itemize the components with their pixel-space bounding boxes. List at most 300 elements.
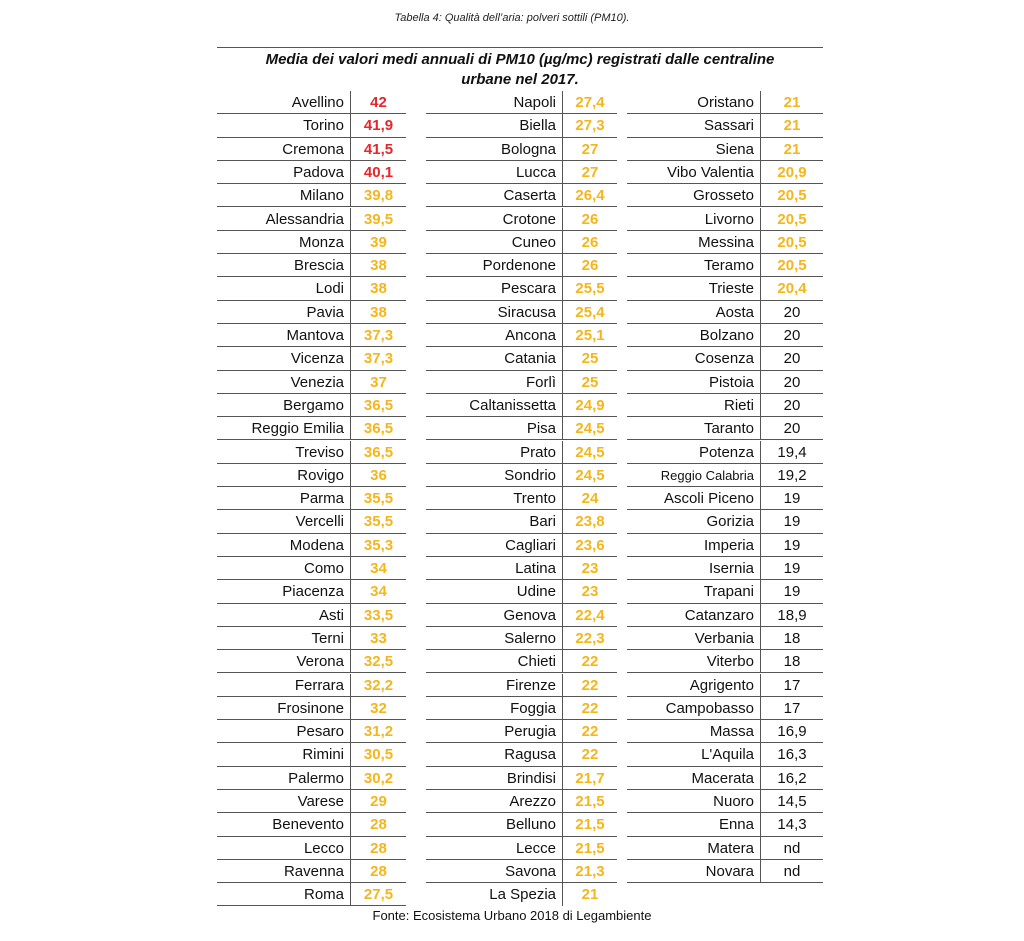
pm10-value: 20,9	[760, 161, 823, 183]
table-row	[627, 464, 823, 487]
pm10-value: 28	[350, 837, 406, 859]
city-name: Asti	[318, 606, 344, 624]
table-row	[426, 347, 617, 370]
table-row	[217, 138, 406, 161]
pm10-value: 21	[760, 114, 823, 136]
city-name: Trapani	[703, 583, 754, 601]
table-row	[217, 767, 406, 790]
city-name: Benevento	[272, 816, 344, 834]
table-row	[627, 813, 823, 836]
table-row	[627, 208, 823, 231]
city-name: Piacenza	[282, 583, 344, 601]
pm10-value: 20,5	[760, 231, 823, 253]
city-name: Caserta	[503, 187, 556, 205]
table-row	[217, 627, 406, 650]
table-row	[627, 860, 823, 883]
city-name: Isernia	[708, 560, 754, 577]
table-row	[627, 790, 823, 813]
pm10-value: 33,5	[350, 604, 406, 626]
city-name: Bari	[529, 513, 556, 531]
pm10-value: 40,1	[350, 161, 406, 183]
city-name: Messina	[698, 233, 754, 251]
city-name: Potenza	[698, 443, 754, 461]
city-name: Ascoli Piceno	[663, 490, 754, 508]
city-name: Roma	[303, 886, 344, 904]
pm10-value: 34	[350, 557, 406, 579]
table-row	[426, 324, 617, 347]
city-name: Ragusa	[504, 746, 556, 764]
table-row	[426, 464, 617, 487]
table-row	[217, 441, 406, 464]
table-row	[217, 860, 406, 883]
city-name: Napoli	[513, 94, 556, 111]
city-name: Foggia	[510, 699, 556, 717]
table-row	[426, 510, 617, 533]
pm10-value: 21,7	[562, 767, 617, 789]
city-name: Trento	[513, 490, 556, 508]
table-row	[426, 371, 617, 394]
pm10-value: 27	[562, 161, 617, 183]
pm10-value: 39,8	[350, 184, 406, 206]
city-name: Crotone	[502, 210, 556, 228]
table-row	[217, 487, 406, 510]
table-row	[217, 557, 406, 580]
table-row	[426, 441, 617, 464]
table-row	[426, 790, 617, 813]
pm10-value: 20	[760, 417, 823, 439]
pm10-value: 20	[760, 347, 823, 369]
city-name: L'Aquila	[701, 746, 754, 764]
pm10-value: 35,5	[350, 510, 406, 532]
source-note: Fonte: Ecosistema Urbano 2018 di Legambiente	[372, 908, 652, 923]
city-name: Varese	[297, 793, 344, 810]
pm10-value: 37	[350, 371, 406, 393]
pm10-value: 24	[562, 487, 617, 509]
pm10-value: 32,2	[350, 674, 406, 696]
city-name: Como	[303, 560, 344, 577]
city-name: Venezia	[290, 373, 344, 391]
pm10-value: 34	[350, 580, 406, 602]
pm10-value: 26	[562, 208, 617, 230]
pm10-value: 20	[760, 301, 823, 323]
city-name: Imperia	[703, 536, 754, 554]
city-name: Rimini	[302, 746, 344, 764]
table-row	[627, 604, 823, 627]
city-name: Vercelli	[295, 513, 344, 531]
pm10-value: 17	[760, 697, 823, 719]
pm10-value: 35,5	[350, 487, 406, 509]
table-row	[627, 720, 823, 743]
city-name: Torino	[303, 117, 344, 135]
pm10-value: 23	[562, 557, 617, 579]
pm10-value: 27,5	[350, 883, 406, 905]
city-name: Brescia	[293, 257, 344, 275]
table-row	[426, 627, 617, 650]
table-row	[426, 557, 617, 580]
pm10-value: 37,3	[350, 347, 406, 369]
pm10-value: 27,4	[562, 91, 617, 113]
city-name: Modena	[289, 536, 344, 554]
table-row	[426, 580, 617, 603]
table-row	[426, 860, 617, 883]
pm10-value: 26	[562, 254, 617, 276]
table-row	[217, 720, 406, 743]
table-row	[217, 650, 406, 673]
table-row	[217, 371, 406, 394]
city-name: Bologna	[500, 140, 556, 158]
pm10-value: 20	[760, 371, 823, 393]
table-row	[627, 743, 823, 766]
city-name: Agrigento	[689, 676, 754, 694]
city-name: Belluno	[505, 816, 556, 834]
city-name: Lucca	[515, 163, 556, 181]
city-name: Perugia	[504, 723, 556, 741]
city-name: Rovigo	[297, 466, 344, 484]
city-name: Ferrara	[294, 676, 344, 694]
table-row	[627, 534, 823, 557]
pm10-value: 18	[760, 650, 823, 672]
table-row	[627, 161, 823, 184]
table-row	[217, 743, 406, 766]
pm10-value: nd	[760, 837, 823, 859]
table-row	[627, 184, 823, 207]
pm10-value: 25	[562, 371, 617, 393]
table-header	[217, 47, 823, 91]
pm10-value: 18,9	[760, 604, 823, 626]
city-name: Firenze	[505, 676, 556, 694]
pm10-value: 36,5	[350, 417, 406, 439]
city-name: Viterbo	[706, 653, 754, 671]
pm10-value: 22	[562, 674, 617, 696]
table-row	[627, 394, 823, 417]
pm10-value: 24,9	[562, 394, 617, 416]
pm10-value: 20,5	[760, 208, 823, 230]
city-name: Livorno	[704, 210, 754, 228]
table-row	[426, 487, 617, 510]
city-name: Oristano	[697, 94, 754, 111]
pm10-value: 22	[562, 650, 617, 672]
table-row	[426, 417, 617, 440]
header-line-1: Media dei valori medi annuali di PM10 (µg/mc) registrati dalle centraline	[265, 51, 775, 68]
pm10-value: 21,3	[562, 860, 617, 882]
table-row	[426, 720, 617, 743]
pm10-value: 20,5	[760, 184, 823, 206]
pm10-value: 21	[562, 883, 617, 906]
city-name: Aosta	[715, 303, 754, 321]
table-row	[426, 743, 617, 766]
table-row	[627, 231, 823, 254]
table-row	[426, 161, 617, 184]
pm10-value: 14,5	[760, 790, 823, 812]
city-name: Bergamo	[283, 396, 344, 414]
header-line-2: urbane nel 2017.	[461, 71, 579, 88]
pm10-value: 41,9	[350, 114, 406, 136]
city-name: Avellino	[291, 94, 344, 111]
table-row	[217, 208, 406, 231]
city-name: Sassari	[703, 117, 754, 135]
city-name: Grosseto	[693, 187, 754, 205]
table-row	[217, 697, 406, 720]
city-name: Lecco	[303, 839, 344, 857]
pm10-value: 36,5	[350, 394, 406, 416]
table-row	[426, 231, 617, 254]
pm10-value: nd	[760, 860, 823, 882]
city-name: Parma	[299, 490, 344, 508]
table-row	[627, 487, 823, 510]
table-row	[426, 91, 617, 114]
table-row	[217, 277, 406, 300]
pm10-value: 19	[760, 510, 823, 532]
pm10-value: 21	[760, 138, 823, 160]
city-name: Chieti	[517, 653, 556, 671]
table-caption: Tabella 4: Qualità dell’aria: polveri sottili (PM10).	[394, 12, 630, 24]
table-row	[627, 441, 823, 464]
table-row	[426, 674, 617, 697]
table-row	[426, 208, 617, 231]
table-row	[627, 91, 823, 114]
city-name: Cagliari	[505, 536, 556, 554]
table-row	[217, 674, 406, 697]
city-name: Rieti	[723, 396, 754, 414]
table-row	[627, 697, 823, 720]
table-row	[426, 138, 617, 161]
city-name: Genova	[503, 606, 556, 624]
table-row	[627, 627, 823, 650]
table-row	[426, 837, 617, 860]
city-name: Forlì	[526, 373, 556, 391]
city-name: Macerata	[691, 769, 754, 787]
pm10-value: 36	[350, 464, 406, 486]
pm10-value: 22,3	[562, 627, 617, 649]
pm10-value: 24,5	[562, 417, 617, 439]
table-row	[426, 883, 617, 906]
pm10-value: 18	[760, 627, 823, 649]
table-row	[217, 534, 406, 557]
table-row	[217, 604, 406, 627]
city-name: La Spezia	[489, 886, 556, 904]
table-row	[627, 254, 823, 277]
pm10-value: 20,4	[760, 277, 823, 299]
pm10-value: 16,3	[760, 743, 823, 765]
pm10-value: 39,5	[350, 208, 406, 230]
city-name: Arezzo	[509, 793, 556, 810]
table-row	[426, 184, 617, 207]
pm10-value: 32,5	[350, 650, 406, 672]
table-row	[627, 767, 823, 790]
city-name: Ancona	[505, 327, 556, 344]
city-name: Massa	[709, 723, 754, 741]
pm10-value: 24,5	[562, 441, 617, 463]
table-row	[426, 767, 617, 790]
pm10-value: 22	[562, 697, 617, 719]
city-name: Reggio Emilia	[251, 420, 344, 438]
city-name: Biella	[519, 117, 556, 135]
table-row	[627, 674, 823, 697]
pm10-value: 19	[760, 557, 823, 579]
table-row	[627, 301, 823, 324]
city-name: Lecce	[515, 839, 556, 857]
pm10-value: 22	[562, 720, 617, 742]
pm10-value: 38	[350, 277, 406, 299]
city-name: Sondrio	[504, 466, 556, 484]
city-name: Siena	[715, 140, 754, 158]
pm10-value: 30,5	[350, 743, 406, 765]
table-row	[217, 91, 406, 114]
pm10-value: 17	[760, 674, 823, 696]
city-name: Enna	[718, 816, 754, 834]
table-row	[217, 837, 406, 860]
table-row	[426, 697, 617, 720]
city-name: Novara	[705, 862, 754, 880]
table-row	[426, 114, 617, 137]
pm10-value: 20,5	[760, 254, 823, 276]
table-row	[426, 604, 617, 627]
table-row	[217, 324, 406, 347]
pm10-value: 23,8	[562, 510, 617, 532]
table-row	[217, 883, 406, 906]
pm10-value: 26	[562, 231, 617, 253]
table-grid	[217, 91, 823, 907]
pm10-value: 20	[760, 324, 823, 346]
city-name: Pesaro	[296, 723, 344, 741]
table-row	[217, 347, 406, 370]
city-name: Alessandria	[265, 210, 344, 228]
table-row	[217, 231, 406, 254]
city-name: Verona	[296, 653, 344, 671]
pm10-value: 26,4	[562, 184, 617, 206]
pm10-value: 28	[350, 860, 406, 882]
city-name: Caltanissetta	[469, 396, 556, 414]
pm10-value: 25,5	[562, 277, 617, 299]
pm10-value: 38	[350, 254, 406, 276]
pm10-value: 33	[350, 627, 406, 649]
city-name: Campobasso	[665, 699, 754, 717]
city-name: Ravenna	[283, 862, 344, 880]
pm10-value: 19	[760, 534, 823, 556]
table-row	[217, 184, 406, 207]
city-name: Palermo	[288, 769, 344, 787]
pm10-value: 22,4	[562, 604, 617, 626]
pm10-value: 38	[350, 301, 406, 323]
table-row	[217, 790, 406, 813]
pm10-table	[217, 47, 823, 907]
table-row	[627, 114, 823, 137]
city-name: Catania	[504, 350, 556, 368]
city-name: Prato	[520, 443, 556, 461]
city-name: Matera	[707, 839, 754, 857]
pm10-value: 23,6	[562, 534, 617, 556]
pm10-value: 22	[562, 743, 617, 765]
table-row	[627, 347, 823, 370]
city-name: Catanzaro	[684, 606, 754, 624]
pm10-value: 16,9	[760, 720, 823, 742]
pm10-value: 24,5	[562, 464, 617, 486]
pm10-value: 36,5	[350, 441, 406, 463]
table-row	[426, 650, 617, 673]
city-name: Trieste	[708, 280, 754, 298]
pm10-value: 30,2	[350, 767, 406, 789]
city-name: Terni	[311, 629, 344, 647]
pm10-value: 31,2	[350, 720, 406, 742]
pm10-value: 25,1	[562, 324, 617, 346]
city-name: Brindisi	[506, 769, 556, 787]
city-name: Pisa	[526, 420, 556, 438]
pm10-value: 37,3	[350, 324, 406, 346]
city-name: Pistoia	[708, 373, 754, 391]
table-row	[627, 580, 823, 603]
pm10-value: 21,5	[562, 813, 617, 835]
table-row	[426, 394, 617, 417]
table-row	[627, 371, 823, 394]
city-name: Gorizia	[706, 513, 754, 531]
city-name: Milano	[299, 187, 344, 205]
table-row	[217, 417, 406, 440]
city-name: Lodi	[315, 280, 344, 298]
pm10-value: 16,2	[760, 767, 823, 789]
pm10-value: 21	[760, 91, 823, 113]
city-name: Nuoro	[713, 793, 754, 810]
pm10-value: 25	[562, 347, 617, 369]
pm10-value: 20	[760, 394, 823, 416]
city-name: Bolzano	[699, 327, 754, 344]
pm10-value: 25,4	[562, 301, 617, 323]
city-name: Savona	[505, 862, 556, 880]
pm10-value: 19	[760, 487, 823, 509]
pm10-value: 42	[350, 91, 406, 113]
pm10-value: 28	[350, 813, 406, 835]
city-name: Teramo	[703, 257, 754, 275]
city-name: Pordenone	[482, 257, 556, 275]
pm10-value: 14,3	[760, 813, 823, 835]
table-row	[627, 324, 823, 347]
table-row	[217, 510, 406, 533]
table-row	[627, 650, 823, 673]
table-row	[627, 837, 823, 860]
table-row	[426, 813, 617, 836]
pm10-value: 35,3	[350, 534, 406, 556]
pm10-value: 32	[350, 697, 406, 719]
table-row	[217, 464, 406, 487]
table-row	[426, 534, 617, 557]
table-row	[627, 138, 823, 161]
city-name: Siracusa	[497, 303, 556, 321]
city-name: Latina	[515, 560, 556, 577]
table-row	[426, 301, 617, 324]
pm10-value: 19	[760, 580, 823, 602]
table-row	[426, 254, 617, 277]
city-name: Pavia	[306, 303, 344, 321]
city-name: Taranto	[703, 420, 754, 438]
table-row	[217, 301, 406, 324]
city-name: Salerno	[504, 629, 556, 647]
city-name: Monza	[298, 233, 344, 251]
table-row	[627, 510, 823, 533]
table-row	[627, 557, 823, 580]
pm10-value: 21,5	[562, 837, 617, 859]
table-row	[217, 114, 406, 137]
pm10-value: 27,3	[562, 114, 617, 136]
city-name: Mantova	[286, 327, 344, 344]
pm10-value: 19,4	[760, 441, 823, 463]
table-row	[426, 277, 617, 300]
pm10-value: 41,5	[350, 138, 406, 160]
pm10-value: 21,5	[562, 790, 617, 812]
pm10-value: 29	[350, 790, 406, 812]
city-name: Cuneo	[511, 233, 556, 251]
table-row	[217, 254, 406, 277]
city-name: Vicenza	[290, 350, 344, 368]
pm10-value: 39	[350, 231, 406, 253]
